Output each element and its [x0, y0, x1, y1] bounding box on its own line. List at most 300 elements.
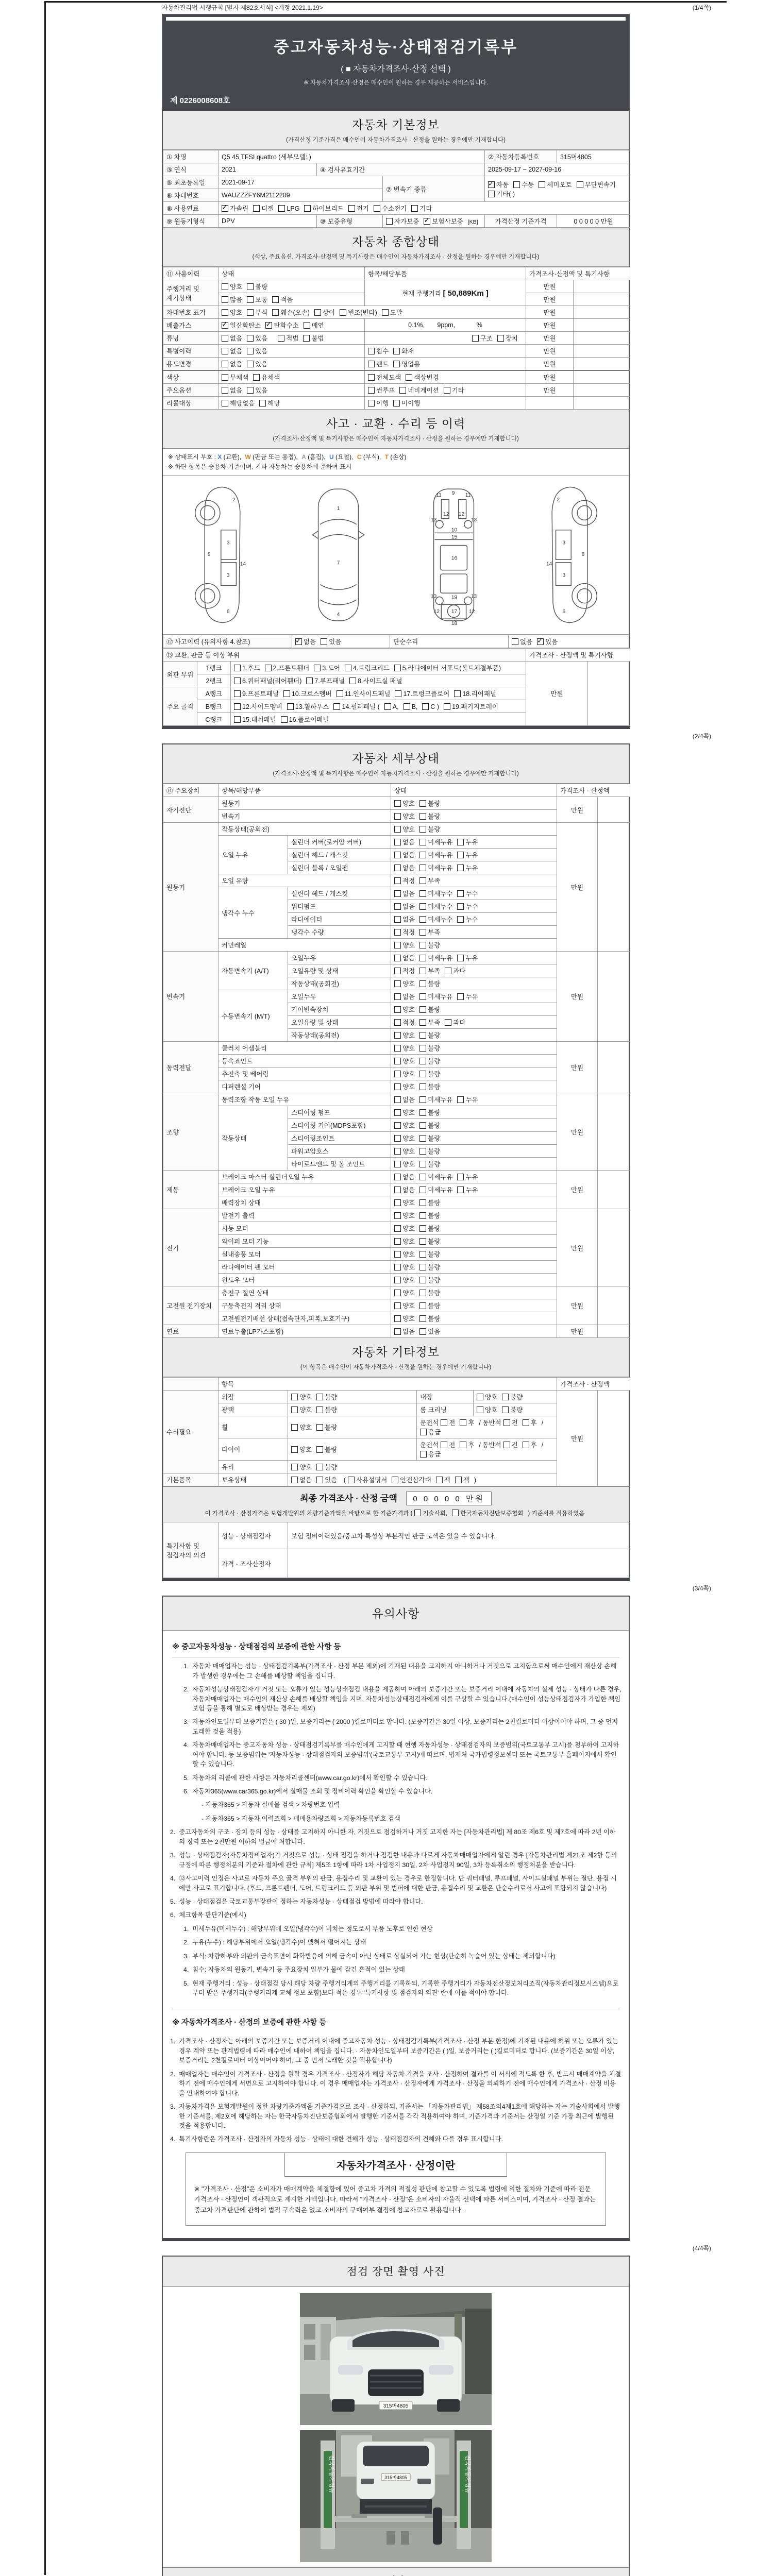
notice-item-number: 3.: [183, 1952, 189, 1960]
checkbox-option[interactable]: [419, 863, 452, 872]
checkbox-option[interactable]: [477, 1405, 497, 1414]
checkbox-option[interactable]: [222, 385, 242, 395]
checkbox-option[interactable]: [247, 308, 267, 317]
checkbox-label: 누유: [465, 955, 478, 962]
checkbox-option[interactable]: [394, 1030, 415, 1040]
checkbox-option[interactable]: [247, 333, 267, 343]
checkbox-label: 불량: [325, 1394, 338, 1401]
checkbox-option[interactable]: [419, 837, 452, 846]
checkbox-icon: [222, 283, 228, 290]
checkbox-option[interactable]: [394, 992, 415, 1001]
checkbox-option[interactable]: [419, 1056, 440, 1065]
checkbox-option[interactable]: [316, 1405, 337, 1414]
checkbox-option[interactable]: [460, 1440, 474, 1449]
checkbox-label: 미세누유: [428, 955, 453, 962]
checkbox-option[interactable]: [368, 346, 389, 355]
checkbox-option[interactable]: [457, 863, 478, 872]
col-state: 상태: [219, 267, 365, 280]
checkbox-option[interactable]: [384, 703, 399, 710]
etc-price-cell: 만원: [557, 1391, 598, 1486]
checkbox-option[interactable]: [222, 295, 242, 304]
checkbox-option[interactable]: [452, 1509, 523, 1517]
checkbox-option[interactable]: [394, 824, 415, 834]
checkbox-option[interactable]: [394, 1069, 415, 1078]
checkbox-icon: [368, 361, 375, 367]
checkbox-option[interactable]: [406, 372, 439, 382]
checkbox-option[interactable]: [419, 1288, 440, 1297]
checkbox-option[interactable]: [394, 889, 415, 898]
exterior-label: 외장: [219, 1391, 288, 1403]
checkbox-option[interactable]: [283, 689, 332, 698]
checkbox-option[interactable]: [394, 914, 415, 924]
checkbox-option[interactable]: [337, 689, 391, 698]
report-subtitle: ( ■ 자동차가격조사·산정 선택 ): [341, 65, 451, 74]
checkbox-option[interactable]: [247, 359, 267, 368]
checkbox-option[interactable]: [419, 940, 440, 950]
checkbox-option[interactable]: [539, 180, 572, 189]
checkbox-option[interactable]: [382, 308, 402, 317]
checkbox-label: 양호: [402, 800, 415, 808]
checkbox-option[interactable]: [394, 1314, 415, 1323]
checkbox-option[interactable]: [457, 1095, 478, 1104]
checkbox-option[interactable]: [222, 282, 242, 291]
checkbox-option[interactable]: [513, 180, 534, 189]
checkbox-option[interactable]: [419, 992, 452, 1001]
checkbox-icon: [577, 181, 583, 188]
checkbox-option[interactable]: [419, 979, 440, 988]
checkbox-option[interactable]: [272, 308, 310, 317]
checkbox-option[interactable]: [411, 204, 432, 213]
checkbox-option[interactable]: [394, 811, 415, 821]
final-price-label: 최종 가격조사 · 산정 금액: [300, 1494, 397, 1504]
checkbox-option[interactable]: [394, 1018, 415, 1027]
checkbox-option[interactable]: [394, 1095, 415, 1104]
checkbox-label: 기타( ): [496, 190, 515, 198]
checkbox-icon: [454, 690, 461, 697]
checkbox-label: A,: [392, 703, 399, 711]
checkbox-option[interactable]: [393, 359, 420, 368]
checkbox-option[interactable]: [287, 702, 329, 711]
group-steering: 조향: [163, 1093, 219, 1171]
checkbox-option[interactable]: [455, 1475, 469, 1484]
checkbox-option[interactable]: [419, 1095, 452, 1104]
checkbox-option[interactable]: [394, 1198, 415, 1207]
checkbox-option[interactable]: [394, 863, 415, 872]
checkbox-option[interactable]: [419, 1069, 440, 1078]
checkbox-option[interactable]: [419, 889, 452, 898]
tr-element: [163, 1391, 630, 1403]
checkbox-label: 적정: [402, 968, 415, 975]
checkbox-icon: [457, 839, 464, 845]
checkbox-option[interactable]: [488, 180, 509, 189]
note-cell: [574, 319, 630, 332]
wheel-options: [288, 1416, 417, 1438]
checkbox-option[interactable]: [340, 308, 377, 317]
checkbox-option[interactable]: [316, 1475, 337, 1484]
checkbox-option[interactable]: [419, 876, 440, 885]
checkbox-option[interactable]: [419, 1262, 440, 1272]
tr-element: [163, 176, 630, 189]
checkbox-option[interactable]: [394, 1236, 415, 1246]
checkbox-option[interactable]: [393, 398, 420, 408]
checkbox-option[interactable]: [414, 1509, 447, 1517]
checkbox-icon: [394, 1161, 401, 1167]
checkbox-option[interactable]: [488, 189, 515, 198]
checkbox-option[interactable]: [457, 914, 478, 924]
checkbox-option[interactable]: [394, 837, 415, 846]
checkbox-option[interactable]: [304, 320, 324, 330]
checkbox-option[interactable]: [394, 1301, 415, 1310]
checkbox-option[interactable]: [253, 372, 280, 382]
checkbox-option[interactable]: [386, 216, 419, 226]
special-history-options-2: [365, 345, 526, 358]
checkbox-option[interactable]: [477, 1392, 497, 1401]
checkbox-option[interactable]: [394, 1185, 415, 1194]
checkbox-option[interactable]: [457, 850, 478, 859]
checkbox-option[interactable]: [291, 1392, 312, 1401]
checkbox-option[interactable]: [419, 1314, 440, 1323]
note-cell: [574, 293, 630, 306]
checkbox-icon: [523, 1419, 529, 1426]
checkbox-option[interactable]: [502, 1405, 523, 1414]
checkbox-option[interactable]: [234, 689, 279, 698]
usage-change-options-2: [365, 358, 526, 371]
checkbox-option[interactable]: [394, 1121, 415, 1130]
checkbox-option[interactable]: [394, 799, 415, 808]
checkbox-option[interactable]: [419, 966, 440, 975]
checkbox-option[interactable]: [234, 715, 276, 724]
notice-item: [183, 1938, 621, 1947]
checkbox-option[interactable]: [436, 1475, 450, 1484]
checkbox-icon: [394, 1122, 401, 1129]
checkbox-label: 미세누수: [428, 890, 453, 898]
checkbox-option[interactable]: [441, 1440, 455, 1449]
checkbox-option[interactable]: [394, 1211, 415, 1220]
checkbox-option[interactable]: [419, 953, 452, 962]
checkbox-option[interactable]: [419, 1043, 440, 1053]
checkbox-option[interactable]: [419, 1224, 440, 1233]
checkbox-option[interactable]: [399, 385, 439, 395]
notice-item-text: 중고자동차의 구조 · 장치 등의 성능 · 상태를 고지하지 아니한 자, 거짓으로 점검하거나 거짓 고지한 자는 [자동차관리법] 제 80조 제6호 및 제7호에 따라 2년 이하의 징역 또는 2천만원 이하의 벌금에 처합니다.: [179, 1828, 616, 1845]
checkbox-option[interactable]: [259, 398, 280, 408]
checkbox-option[interactable]: [419, 1275, 440, 1284]
checkbox-option[interactable]: [394, 940, 415, 950]
checkbox-option[interactable]: [291, 1405, 312, 1414]
checkbox-icon: [394, 1019, 401, 1026]
checkbox-option[interactable]: [374, 204, 407, 213]
checkbox-option[interactable]: [419, 1108, 440, 1117]
checkbox-option[interactable]: [304, 204, 343, 213]
checkbox-option[interactable]: [316, 1392, 337, 1401]
checkbox-option[interactable]: [419, 1249, 440, 1259]
checkbox-option[interactable]: [321, 637, 341, 646]
text-element: 13: [430, 517, 436, 523]
checkbox-option[interactable]: [394, 1159, 415, 1168]
checkbox-option[interactable]: [419, 1185, 452, 1194]
price-cell: 만원: [526, 345, 574, 358]
checkbox-option[interactable]: [247, 385, 267, 395]
checkbox-option[interactable]: [265, 663, 310, 672]
checkbox-option[interactable]: [222, 333, 242, 343]
checkbox-option[interactable]: [419, 824, 440, 834]
checkbox-option[interactable]: [314, 308, 335, 317]
checkbox-option[interactable]: [419, 1301, 440, 1310]
checkbox-icon: [419, 1032, 426, 1039]
checkbox-option[interactable]: [445, 1018, 465, 1027]
checkbox-option[interactable]: [472, 333, 493, 343]
checkbox-option[interactable]: [222, 204, 248, 213]
checkbox-icon: [419, 1328, 426, 1335]
checkbox-label: 불량: [325, 1424, 338, 1432]
checkbox-option[interactable]: [422, 703, 439, 710]
checkbox-option[interactable]: [278, 333, 298, 343]
checkbox-icon: [419, 1161, 426, 1167]
tr-element: [163, 397, 630, 410]
checkbox-option[interactable]: [393, 346, 414, 355]
checkbox-option[interactable]: [419, 1172, 452, 1181]
checkbox-icon: [222, 348, 228, 354]
checkbox-option[interactable]: [419, 1159, 440, 1168]
checkbox-option[interactable]: [394, 850, 415, 859]
circle-element: [577, 589, 592, 603]
path-element: [358, 531, 364, 539]
checkbox-option[interactable]: [419, 1082, 440, 1091]
checkbox-icon: [477, 1394, 483, 1400]
checkbox-option[interactable]: [222, 346, 242, 355]
checkbox-option[interactable]: [537, 637, 558, 646]
checkbox-option[interactable]: [345, 663, 390, 672]
checkbox-option[interactable]: [445, 966, 465, 975]
checkbox-option[interactable]: [392, 1475, 431, 1484]
text-element: 19: [451, 595, 457, 601]
checkbox-option[interactable]: [420, 1449, 441, 1459]
year-label: ③ 연식: [163, 163, 219, 176]
notice-band: [163, 1597, 629, 1631]
checkbox-option[interactable]: [394, 953, 415, 962]
checkbox-option[interactable]: [457, 1172, 478, 1181]
checkbox-option[interactable]: [419, 1030, 440, 1040]
checkbox-option[interactable]: [281, 715, 329, 724]
checkbox-option[interactable]: [247, 282, 267, 291]
checkbox-option[interactable]: [577, 180, 616, 189]
checkbox-option[interactable]: [234, 702, 282, 711]
checkbox-option[interactable]: [368, 385, 395, 395]
item: 작동상태(공회전): [288, 1029, 391, 1042]
checkbox-icon: [247, 387, 254, 394]
checkbox-option[interactable]: [394, 979, 415, 988]
checkbox-option[interactable]: [503, 1440, 518, 1449]
checkbox-option[interactable]: [222, 359, 242, 368]
checkbox-option[interactable]: [419, 1133, 440, 1143]
checkbox-option[interactable]: [420, 1427, 441, 1436]
checkbox-option[interactable]: [394, 1133, 415, 1143]
item: 클러치 어셈블리: [219, 1042, 391, 1055]
checkbox-option[interactable]: [234, 663, 260, 672]
checkbox-option[interactable]: [497, 333, 518, 343]
checkbox-option[interactable]: [333, 702, 379, 711]
checkbox-option[interactable]: [394, 1249, 415, 1259]
checkbox-option[interactable]: [234, 676, 301, 685]
checkbox-label: 없음: [299, 1477, 312, 1484]
checkbox-option[interactable]: [395, 689, 449, 698]
recall-options-2: [365, 397, 526, 410]
legend-prefix: ※ 상태표시 부호 :: [168, 453, 218, 461]
checkbox-icon: [316, 1464, 323, 1470]
checkbox-option[interactable]: [394, 1224, 415, 1233]
rankC-options: [231, 713, 526, 726]
checkbox-option[interactable]: [460, 1418, 474, 1427]
checkbox-label: 양호: [402, 1122, 415, 1130]
checkbox-option[interactable]: [523, 1440, 537, 1449]
checkbox-option[interactable]: [394, 1275, 415, 1284]
checkbox-option[interactable]: [222, 308, 242, 317]
checkbox-option[interactable]: [253, 204, 274, 213]
checkbox-option[interactable]: [291, 1422, 312, 1432]
checkbox-option[interactable]: [278, 205, 299, 212]
checkbox-option[interactable]: [512, 637, 532, 646]
checkbox-option[interactable]: [394, 663, 501, 672]
checkbox-option[interactable]: [368, 372, 401, 382]
checkbox-option[interactable]: [503, 1418, 518, 1427]
wheel-position-options: [417, 1416, 557, 1438]
checkbox-option[interactable]: [394, 876, 415, 885]
checkbox-option[interactable]: [454, 689, 496, 698]
checkbox-icon: [384, 703, 391, 710]
checkbox-option[interactable]: [316, 1462, 337, 1471]
checkbox-icon: [234, 703, 241, 710]
checkbox-option[interactable]: [394, 1262, 415, 1272]
checkbox-option[interactable]: [394, 1005, 415, 1014]
checkbox-option[interactable]: [419, 927, 440, 937]
checkbox-option[interactable]: [457, 1185, 478, 1194]
checkbox-option[interactable]: [394, 1082, 415, 1091]
checkbox-option[interactable]: [349, 676, 402, 685]
checkbox-option[interactable]: [272, 295, 293, 304]
checkbox-option[interactable]: [457, 902, 478, 911]
checkbox-option[interactable]: [419, 1018, 440, 1027]
exterior-options: [288, 1391, 417, 1403]
checkbox-label: 미세누유: [428, 993, 453, 1001]
checkbox-option[interactable]: [222, 398, 255, 408]
checkbox-option[interactable]: [291, 1462, 312, 1471]
checkbox-option[interactable]: [348, 204, 369, 213]
warranty-checks: [386, 218, 468, 225]
checkbox-label: 양호: [402, 1212, 415, 1220]
status-code-letter: X: [217, 453, 222, 461]
checkbox-icon: [457, 1174, 464, 1180]
checkbox-option[interactable]: [502, 1392, 523, 1401]
checkbox-icon: [394, 980, 401, 987]
checkbox-option[interactable]: [419, 1327, 440, 1336]
path-element: [320, 585, 356, 590]
top-note-row: [162, 3, 711, 12]
checkbox-option[interactable]: [457, 837, 478, 846]
checkbox-option[interactable]: [368, 359, 389, 368]
checkbox-option[interactable]: [394, 966, 415, 975]
notice-item: [198, 1814, 621, 1823]
state: [391, 900, 557, 913]
checkbox-option[interactable]: [222, 320, 261, 330]
checkbox-option[interactable]: [419, 1121, 440, 1130]
checkbox-label: C ): [430, 703, 440, 711]
checkbox-option[interactable]: [316, 1422, 337, 1432]
checkbox-option[interactable]: [314, 663, 340, 672]
checkbox-option[interactable]: [394, 1327, 415, 1336]
checkbox-option[interactable]: [419, 1005, 440, 1014]
checkbox-option[interactable]: [291, 1445, 312, 1454]
checkbox-option[interactable]: [394, 902, 415, 911]
checkbox-option[interactable]: [419, 914, 452, 924]
checkbox-option[interactable]: [419, 1236, 440, 1246]
checkbox-option[interactable]: [457, 889, 478, 898]
checkbox-option[interactable]: [419, 1211, 440, 1220]
checkbox-option[interactable]: [247, 295, 267, 304]
checkbox-label: 불량: [428, 1058, 441, 1065]
checkbox-option[interactable]: [394, 1056, 415, 1065]
checkbox-option[interactable]: [295, 637, 316, 646]
checkbox-icon: [281, 716, 288, 723]
checkbox-icon: [411, 205, 418, 212]
checkbox-option[interactable]: [444, 385, 464, 395]
checkbox-option[interactable]: [316, 1445, 337, 1454]
checkbox-option[interactable]: [368, 398, 389, 408]
checkbox-option[interactable]: [348, 1475, 387, 1484]
checkbox-label: 양호: [402, 1032, 415, 1040]
checkbox-label: 없음: [402, 852, 415, 859]
checkbox-label: 16.플로어패널: [289, 716, 329, 724]
text-element: 3: [226, 572, 230, 579]
checkbox-option[interactable]: [424, 216, 463, 226]
checkbox-option[interactable]: [222, 372, 248, 382]
status-code: [245, 453, 298, 461]
checkbox-icon: [247, 296, 254, 303]
checkbox-label: 10.크로스멤버: [291, 690, 332, 698]
checkbox-icon: [419, 877, 426, 884]
basic-info-subtitle: (가격산정 기준가격은 매수인이 자동차가격조사 · 산정을 원하는 경우에만 기재합니다): [286, 137, 506, 143]
checkbox-option[interactable]: [419, 902, 452, 911]
checkbox-option[interactable]: [441, 1418, 455, 1427]
notice-item-text: 자동차인도일부터 보증기간은 ( 30 )일, 보증거리는 ( 2000 )킬로미터로 합니다. (보증기간은 30일 이상, 보증거리는 2천킬로미터 이상이어야 하며, 그 중 먼저 도래한 것을 적용): [192, 1718, 618, 1735]
checkbox-option[interactable]: [523, 1418, 537, 1427]
checkbox-option[interactable]: [306, 676, 345, 685]
checkbox-label: 누유: [465, 1174, 478, 1181]
checkbox-option[interactable]: [419, 799, 440, 808]
checkbox-option[interactable]: [419, 1146, 440, 1156]
checkbox-option[interactable]: [303, 333, 324, 343]
checkbox-option[interactable]: [457, 953, 478, 962]
checkbox-option[interactable]: [394, 1043, 415, 1053]
checkbox-option[interactable]: [419, 850, 452, 859]
checkbox-option[interactable]: [394, 927, 415, 937]
checkbox-option[interactable]: [291, 1475, 312, 1484]
checkbox-option[interactable]: [404, 703, 418, 710]
checkbox-option[interactable]: [394, 1288, 415, 1297]
checkbox-option[interactable]: [444, 702, 498, 711]
item: 등속죠인트: [219, 1055, 391, 1067]
checkbox-option[interactable]: [419, 811, 440, 821]
checkbox-option[interactable]: [457, 992, 478, 1001]
col-price: 가격조사·산정액 및 특기사항: [526, 267, 630, 280]
checkbox-icon: [523, 1442, 529, 1448]
checkbox-option[interactable]: [394, 1172, 415, 1181]
checkbox-option[interactable]: [394, 1146, 415, 1156]
checkbox-option[interactable]: [247, 346, 267, 355]
checkbox-option[interactable]: [394, 1108, 415, 1117]
checkbox-option[interactable]: [419, 1198, 440, 1207]
page-label-2: (2/4쪽): [692, 733, 711, 740]
checkbox-checked-icon: [537, 638, 544, 645]
checkbox-option[interactable]: [265, 320, 298, 330]
